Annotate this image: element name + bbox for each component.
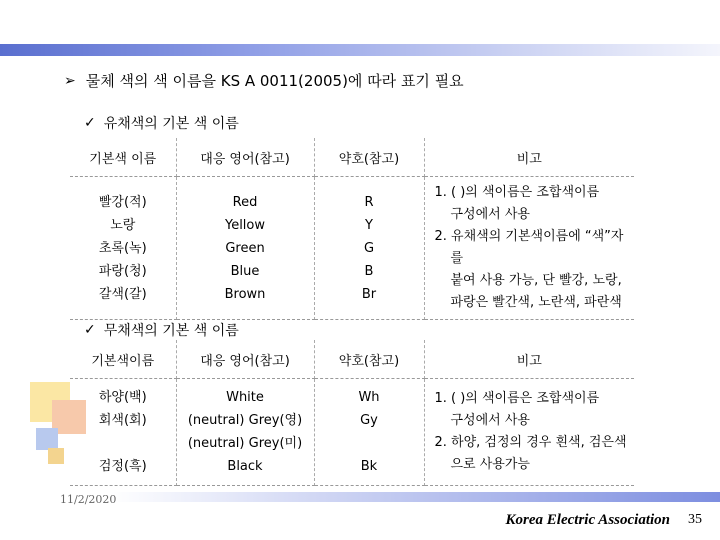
achromatic-subheading xyxy=(84,320,239,340)
list-item: Red xyxy=(232,194,258,210)
header-cell: 대응 영어(참고) xyxy=(176,138,314,177)
slide-date: 11/2/2020 xyxy=(60,493,117,506)
list-item: 회색(회) xyxy=(98,413,147,428)
english-cell xyxy=(176,177,314,320)
list-item: Black xyxy=(227,459,263,474)
arrow-bullet-icon: ➢ xyxy=(64,72,76,89)
note-line: 구성에서 사용 xyxy=(450,207,530,222)
bottom-decor-bar xyxy=(110,492,720,502)
list-item: (neutral) Grey(영) xyxy=(187,413,303,428)
list-item: Brown xyxy=(224,286,266,302)
table-row xyxy=(70,379,634,486)
note-line: 1. ( )의 색이름은 조합색이름 xyxy=(434,391,600,406)
chromatic-title: 유채색의 기본 색 이름 xyxy=(103,116,239,132)
header-cell: 기본색이름 xyxy=(70,340,176,379)
list-item: Y xyxy=(365,217,373,233)
note-line: 1. ( )의 색이름은 조합색이름 xyxy=(434,185,600,200)
decor-square xyxy=(36,428,58,450)
list-item: G xyxy=(363,240,375,256)
code-cell xyxy=(314,379,424,486)
achromatic-table xyxy=(70,340,634,486)
organization-name: Korea Electric Association xyxy=(505,512,670,528)
list-item: 파랑(청) xyxy=(98,263,147,279)
list-item: 하양(백) xyxy=(98,390,147,405)
slide-heading xyxy=(64,70,464,91)
header-cell: 대응 영어(참고) xyxy=(176,340,314,379)
note-cell xyxy=(424,177,634,320)
list-item xyxy=(70,432,176,455)
code-cell xyxy=(314,177,424,320)
note-line: 구성에서 사용 xyxy=(450,413,530,428)
note-line: 파랑은 빨간색, 노란색, 파란색 xyxy=(450,295,622,310)
list-item: White xyxy=(226,390,264,405)
header-cell: 비고 xyxy=(424,138,634,177)
list-item: 갈색(갈) xyxy=(98,286,147,302)
list-item: 노랑 xyxy=(110,217,136,233)
note-cell xyxy=(424,379,634,486)
achromatic-title: 무채색의 기본 색 이름 xyxy=(103,323,239,339)
page-number: 35 xyxy=(688,512,702,527)
list-item: Gy xyxy=(360,413,378,428)
list-item: R xyxy=(364,194,374,210)
note-line: 붙여 사용 가능, 단 빨강, 노랑, xyxy=(450,273,622,288)
list-item: 빨강(적) xyxy=(98,194,147,210)
list-item: Bk xyxy=(360,459,378,474)
list-item: Yellow xyxy=(224,217,266,233)
table-row xyxy=(70,177,634,320)
list-item: Green xyxy=(225,240,265,256)
list-item xyxy=(315,432,424,455)
heading-text: 물체 색의 색 이름을 KS A 0011(2005)에 따라 표기 필요 xyxy=(85,72,464,90)
header-cell: 약호(참고) xyxy=(314,138,424,177)
english-cell xyxy=(176,379,314,486)
list-item: 검정(흑) xyxy=(98,459,147,474)
chromatic-table xyxy=(70,138,634,320)
names-cell xyxy=(70,379,176,486)
check-bullet-icon: ✓ xyxy=(84,115,96,131)
header-cell: 약호(참고) xyxy=(314,340,424,379)
note-line: 2. 유채색의 기본색이름에 “색”자 xyxy=(434,229,624,244)
names-cell xyxy=(70,177,176,320)
note-line: 를 xyxy=(450,251,464,266)
note-line: 으로 사용가능 xyxy=(450,457,530,472)
list-item: (neutral) Grey(미) xyxy=(187,436,303,451)
header-cell: 기본색 이름 xyxy=(70,138,176,177)
table-header-row xyxy=(70,138,634,177)
header-cell: 비고 xyxy=(424,340,634,379)
note-line: 2. 하양, 검정의 경우 흰색, 검은색 xyxy=(434,435,627,450)
list-item: Wh xyxy=(358,390,380,405)
top-decor-bar xyxy=(0,44,720,56)
list-item: 초록(녹) xyxy=(98,240,147,256)
list-item: Blue xyxy=(230,263,260,279)
list-item: B xyxy=(364,263,374,279)
decor-square xyxy=(48,448,64,464)
check-bullet-icon: ✓ xyxy=(84,322,96,338)
table-header-row xyxy=(70,340,634,379)
list-item: Br xyxy=(361,286,377,302)
chromatic-subheading xyxy=(84,113,239,133)
